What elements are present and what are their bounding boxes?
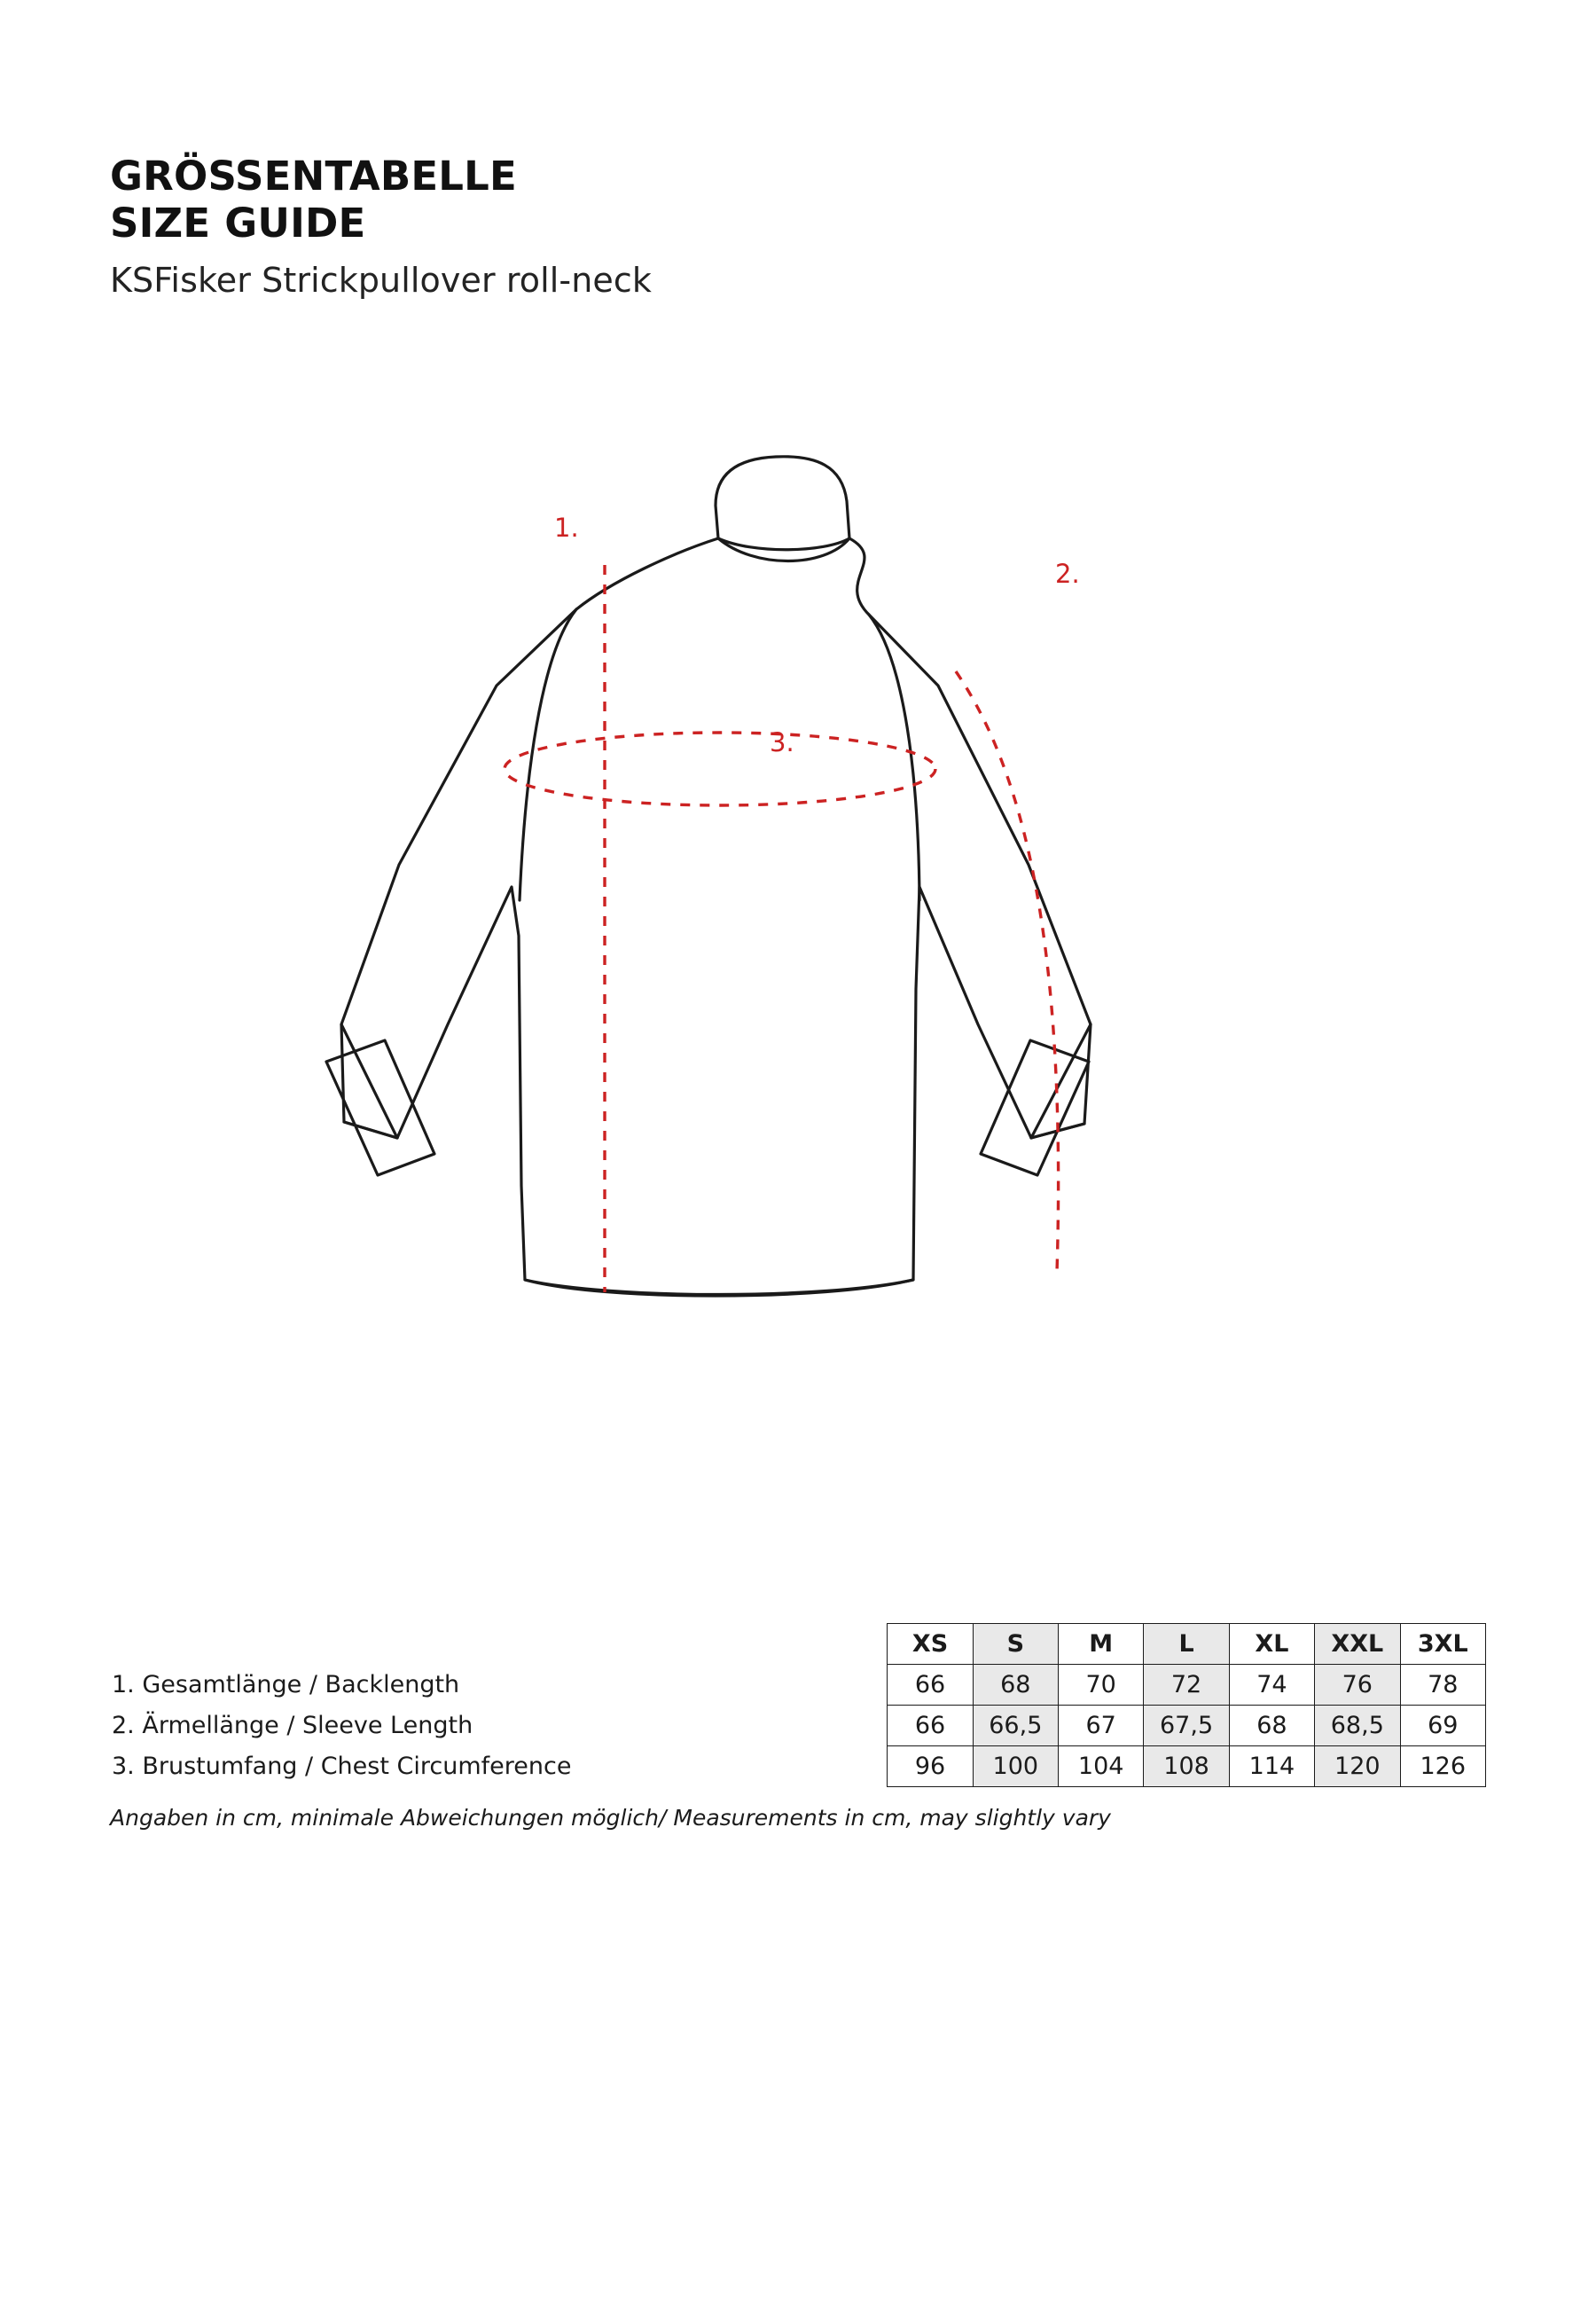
cell-backlength-s: 68 [973,1665,1058,1706]
cell-chest-3xl: 126 [1400,1746,1485,1787]
cell-chest-s: 100 [973,1746,1058,1787]
row-label-backlength: 1. Gesamtlänge / Backlength [112,1671,460,1698]
cell-chest-m: 104 [1059,1746,1144,1787]
product-name: KSFisker Strickpullover roll-neck [110,261,652,301]
measurements-table [110,1623,1486,1787]
cell-backlength-l: 72 [1144,1665,1229,1706]
cell-backlength-xs: 66 [888,1665,973,1706]
size-header-xl: XL [1229,1624,1314,1665]
cell-sleeve-l: 67,5 [1144,1706,1229,1746]
page-header [110,153,1440,300]
callout-2-label: 2. [1055,559,1080,589]
callout-3-label: 3. [770,727,794,757]
size-header-3xl: 3XL [1400,1624,1485,1665]
cell-backlength-3xl: 78 [1400,1665,1485,1706]
cell-chest-xl: 114 [1229,1746,1314,1787]
size-header-xxl: XXL [1315,1624,1400,1665]
cell-sleeve-m: 67 [1059,1706,1144,1746]
size-header-xs: XS [888,1624,973,1665]
table-row [110,1665,1486,1706]
row-label-sleeve-length: 2. Ärmellänge / Sleeve Length [112,1712,473,1739]
cell-chest-xxl: 120 [1315,1746,1400,1787]
table-header-row [110,1624,1486,1665]
table-row [110,1746,1486,1787]
callout-1-label: 1. [554,513,579,543]
cell-chest-l: 108 [1144,1746,1229,1787]
header-corner [110,1624,888,1665]
size-header-s: S [973,1624,1058,1665]
page-title-en: SIZE GUIDE [110,200,366,247]
cell-backlength-m: 70 [1059,1665,1144,1706]
cell-sleeve-xl: 68 [1229,1706,1314,1746]
row-label-chest-circumference: 3. Brustumfang / Chest Circumference [112,1753,572,1780]
footnote: Angaben in cm, minimale Abweichungen möglich/ Measurements in cm, may slightly vary [110,1805,1111,1831]
measurements-table-wrapper [110,1623,1486,1787]
cell-backlength-xxl: 76 [1315,1665,1400,1706]
cell-sleeve-xxl: 68,5 [1315,1706,1400,1746]
cell-sleeve-3xl: 69 [1400,1706,1485,1746]
cell-chest-xs: 96 [888,1746,973,1787]
size-header-l: L [1144,1624,1229,1665]
cell-backlength-xl: 74 [1229,1665,1314,1706]
garment-illustration [293,404,1339,1415]
cell-sleeve-xs: 66 [888,1706,973,1746]
page-title-de: GRÖSSENTABELLE [110,153,517,200]
cell-sleeve-s: 66,5 [973,1706,1058,1746]
table-row [110,1706,1486,1746]
size-header-m: M [1059,1624,1144,1665]
